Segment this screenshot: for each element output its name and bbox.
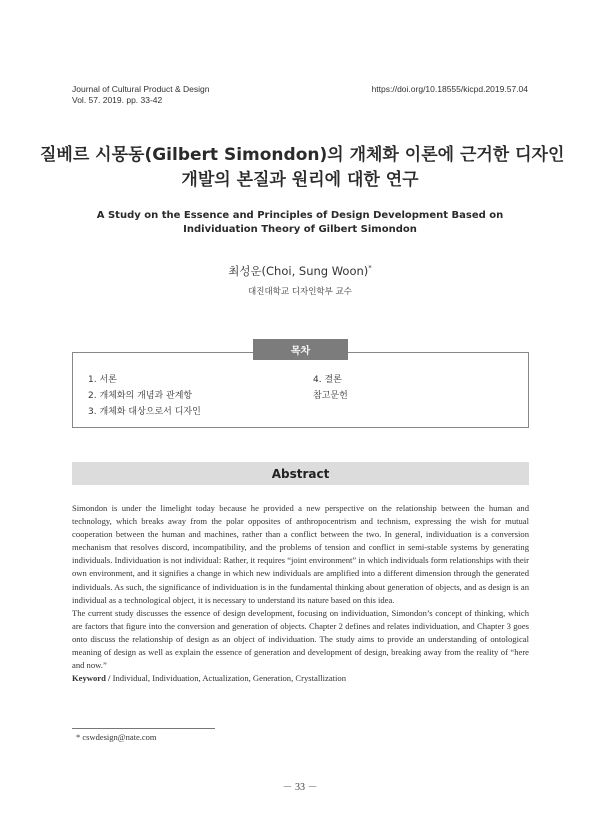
footnote-mark: * [76,732,81,742]
footnote [76,732,157,742]
toc-item-concept: 2. 개체화의 개념과 관계항 [88,391,193,401]
abstract-body [72,502,529,685]
toc-heading: 목차 [253,339,348,360]
keyword-line [72,672,529,685]
toc-item-introduction: 1. 서론 [88,375,117,385]
doi-link[interactable]: https://doi.org/10.18555/kicpd.2019.57.04 [371,84,528,94]
english-title: A Study on the Essence and Principles of Design Development Based on Individuation Theory of Gilbert Simondon [96,210,504,235]
abstract-paragraph-2: The current study discusses the essence of design development, focusing on individuation, Simondon’s concept of thinking, which are factors that figure into the conversion and generation of objects. Chapter 2 defines and relates individuation, and Chapter 3 goes onto discuss the relationship of design as an object of individuation. The study aims to provide an understanding of ontological meaning of design as well as explain the essence of generation and development of design, breaking away from the reality of “here and now.” [72,607,529,671]
toc-item-conclusion: 4. 결론 [313,375,342,385]
author-footnote-mark: * [368,264,372,273]
keyword-list: Individual, Individuation, Actualization, Generation, Crystallization [112,673,347,684]
abstract-heading: Abstract [72,462,529,485]
abstract-paragraph-1: Simondon is under the limelight today because he provided a new perspective on the relationship between the human and technology, which breaks away from the polar opposites of anthropocentrism and technism, expressing the wish for mutual cooperation between the human and machines, rather than a conflict between the two. In general, individuation is a conversion mechanism that resolves discord, incompatibility, and the problems of tension and conflict in semi-stable systems by generating individuals. Individuation is not individual: Rather, it requires “joint environment” in which individuals form relationships with their own environment, and it signifies a change in which new individuals are amplified into a different dimension through the generated individuals. As such, the significance of individuation is in the fundamental thinking about generation of objects, and as design is an individual as a technological object, it is necessary to understand its nature based on this idea. [72,503,529,605]
author-line [0,263,600,279]
footnote-divider [72,728,215,729]
keyword-label: Keyword / [72,673,111,684]
journal-volume: Vol. 57. 2019. pp. 33-42 [72,95,163,105]
korean-title-line2: 개발의 본질과 원리에 대한 연구 [181,170,419,190]
korean-title-line1: 질베르 시몽동(Gilbert Simondon)의 개체화 이론에 근거한 디자인 [40,145,565,165]
journal-name: Journal of Cultural Product & Design [72,84,210,94]
journal-header [72,84,210,106]
toc-item-design: 3. 개체화 대상으로서 디자인 [88,407,201,417]
toc-item-references: 참고문헌 [313,391,348,401]
page-number: － 33 － [282,782,318,793]
korean-title [40,143,565,193]
author-name: 최성운(Choi, Sung Woon) [228,264,369,278]
author-affiliation: 대진대학교 디자인학부 교수 [248,287,352,297]
footnote-email[interactable]: cswdesign@nate.com [82,732,157,742]
